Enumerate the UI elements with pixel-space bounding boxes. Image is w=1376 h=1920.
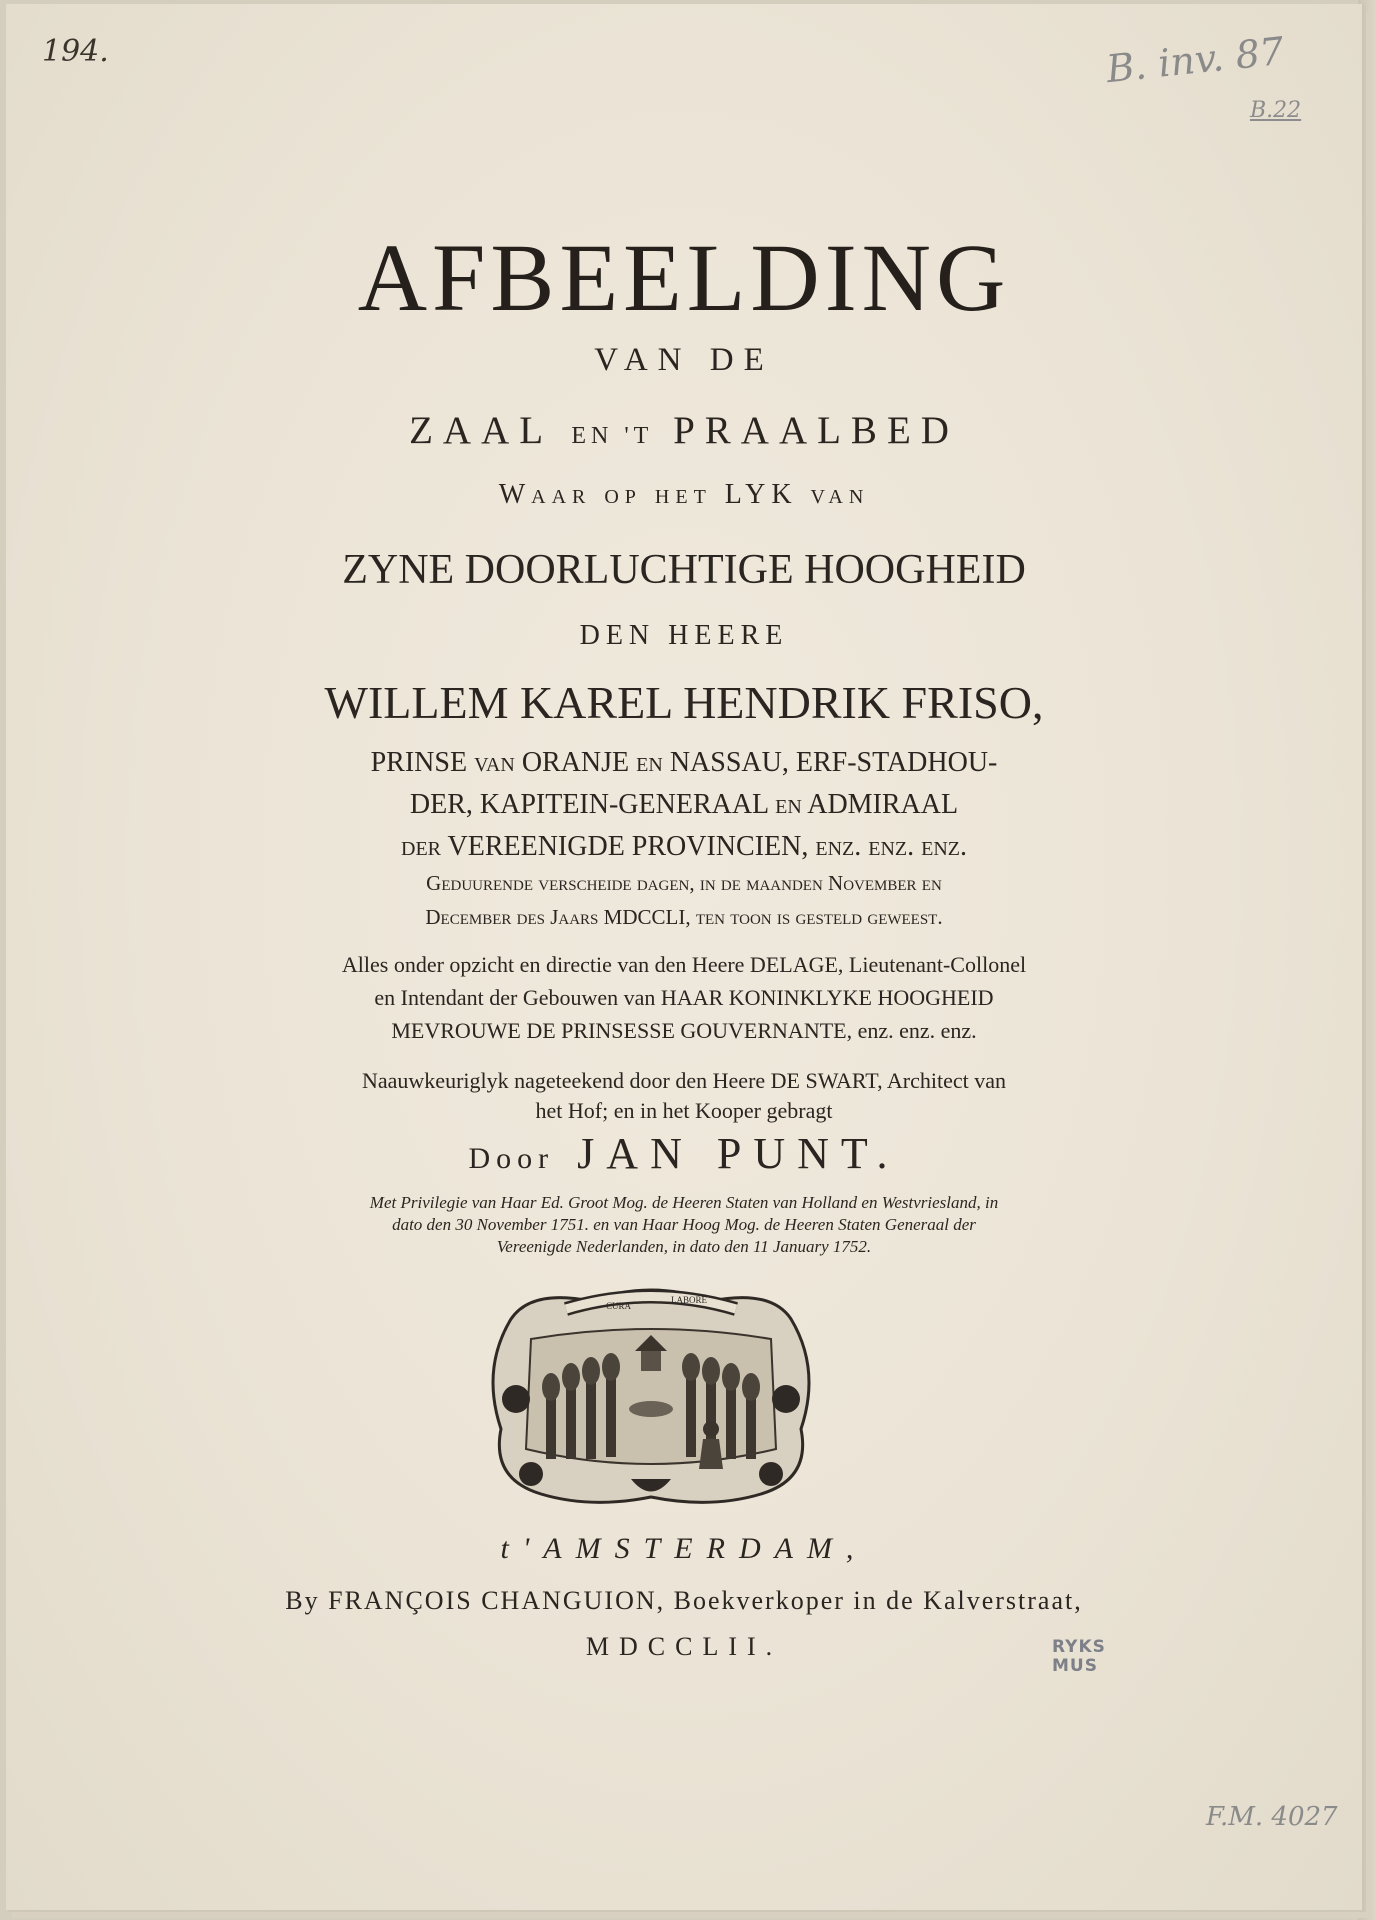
praalbed-text: PRAALBED bbox=[673, 409, 959, 452]
handwritten-number: 194. bbox=[42, 34, 109, 69]
title-page bbox=[6, 4, 1364, 1910]
title-line-hoogheid: ZYNE DOORLUCHTIGE HOOGHEID bbox=[342, 547, 1026, 593]
engraver-name: JAN PUNT. bbox=[577, 1129, 900, 1178]
titles-block bbox=[6, 742, 1362, 868]
title-line-name: WILLEM KAREL HENDRIK FRISO, bbox=[324, 677, 1044, 728]
drawn-by-block bbox=[6, 1066, 1362, 1126]
printers-vignette bbox=[471, 1279, 831, 1509]
imprint-city: t'AMSTERDAM, bbox=[500, 1532, 868, 1565]
privilege-line-3: Vereenigde Nederlanden, in dato den 11 January 1752. bbox=[496, 1237, 872, 1256]
title-line-zaal bbox=[6, 408, 1362, 453]
drawn-line-2: het Hof; en in het Kooper gebragt bbox=[535, 1098, 833, 1123]
imprint-publisher: By FRANÇOIS CHANGUION, Boekverkoper in de Kalverstraat, bbox=[285, 1586, 1083, 1615]
titles-line-2: DER, KAPITEIN-GENERAAL en ADMIRAAL bbox=[409, 789, 959, 820]
drawn-line-1: Naauwkeuriglyk nageteekend door den Heere DE SWART, Architect van bbox=[362, 1068, 1006, 1093]
ent-text: EN 'T bbox=[571, 423, 654, 449]
direction-line-1: Alles onder opzicht en directie van den Heere DELAGE, Lieutenant-Collonel bbox=[341, 952, 1027, 977]
page-title: AFBEELDING bbox=[357, 224, 1011, 331]
period-line-1: Geduurende verscheide dagen, in de maanden November en bbox=[426, 871, 942, 895]
direction-line-3: MEVROUWE DE PRINSESSE GOUVERNANTE, enz. enz. enz. bbox=[391, 1018, 977, 1043]
catalogue-number: F.M. 4027 bbox=[1206, 1802, 1338, 1832]
titles-line-1: PRINSE van ORANJE en NASSAU, ERF-STADHOU- bbox=[370, 747, 998, 778]
door-text: Door bbox=[468, 1142, 555, 1175]
privilege-line-1: Met Privilegie van Haar Ed. Groot Mog. de Heeren Staten van Holland en Westvriesland, in bbox=[369, 1193, 999, 1212]
zaal-text: ZAAL bbox=[409, 409, 552, 452]
title-line-lyk: Waar op het LYK van bbox=[498, 479, 870, 510]
titles-line-3: der VEREENIGDE PROVINCIEN, enz. enz. enz. bbox=[401, 831, 967, 862]
direction-line-2: en Intendant der Gebouwen van HAAR KONINKLYKE HOOGHEID bbox=[374, 985, 994, 1010]
period-block bbox=[6, 866, 1362, 934]
imprint-year: MDCCLII. bbox=[585, 1632, 783, 1661]
vignette-motto-right: LABORE bbox=[671, 1295, 707, 1305]
inventory-subnote: B.22 bbox=[1250, 98, 1302, 123]
privilege-block bbox=[6, 1192, 1362, 1258]
title-line-heere: DEN HEERE bbox=[579, 620, 789, 651]
title-line-van-de: VAN DE bbox=[594, 342, 774, 378]
direction-block bbox=[6, 948, 1362, 1047]
engraver-line bbox=[6, 1128, 1362, 1179]
period-line-2: December des Jaars MDCCLI, ten toon is gesteld geweest. bbox=[425, 905, 943, 929]
museum-stamp: RYKS MUS bbox=[1052, 1637, 1106, 1676]
vignette-motto-left: CURA bbox=[606, 1301, 632, 1311]
privilege-line-2: dato den 30 November 1751. en van Haar Hoog Mog. de Heeren Staten Generaal der bbox=[392, 1215, 976, 1234]
inventory-note: B. inv. 87 bbox=[1104, 28, 1286, 92]
